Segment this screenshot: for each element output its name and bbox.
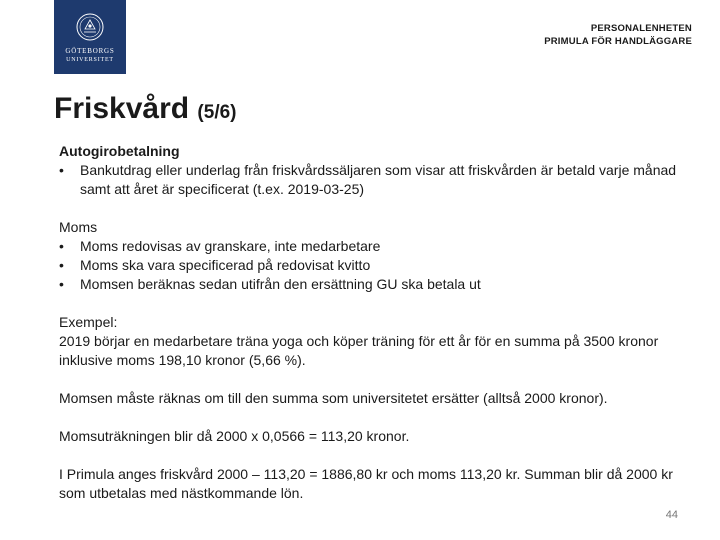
- header-org-info: [544, 22, 692, 48]
- list-item: • Momsen beräknas sedan utifrån den ersättning GU ska betala ut: [59, 275, 699, 294]
- paragraph-primula: I Primula anges friskvård 2000 – 113,20 = 1886,80 kr och moms 113,20 kr. Summan blir då 2000 kr som utbetalas med nästkommande lön.: [59, 466, 673, 501]
- autogiro-list: [59, 161, 699, 199]
- header-org: PERSONALENHETEN: [590, 23, 692, 34]
- logo-text-line1: GÖTEBORGS: [65, 47, 115, 55]
- paragraph-calculation: Momsuträkningen blir då 2000 x 0,0566 = 113,20 kronor.: [59, 428, 410, 444]
- logo-text-line2: UNIVERSITET: [66, 57, 114, 63]
- list-item: • Moms ska vara specificerad på redovisat kvitto: [59, 256, 699, 275]
- slide-title: [54, 92, 237, 126]
- list-item: • Bankutdrag eller underlag från friskvårdssäljaren som visar att friskvården är betald varje månad samt att året är specificerat (t.ex. 2019-03-25): [59, 161, 699, 199]
- slide-title-text: Friskvård: [54, 92, 190, 125]
- example-label: Exempel:: [59, 314, 118, 330]
- example-text: 2019 börjar en medarbetare träna yoga och köper träning för ett år för en summa på 3500 kronor inklusive moms 198,10 kronor (5,66 %).: [59, 333, 659, 368]
- moms-heading: Moms: [59, 219, 98, 235]
- slide-title-suffix: (5/6): [197, 102, 237, 123]
- page-number: 44: [665, 509, 678, 521]
- paragraph-recalc: Momsen måste räknas om till den summa som universitetet ersätter (alltså 2000 kronor).: [59, 390, 608, 406]
- slide-content: [59, 142, 699, 503]
- list-item: • Moms redovisas av granskare, inte medarbetare: [59, 237, 699, 256]
- university-logo: [54, 0, 126, 74]
- moms-list: [59, 237, 699, 294]
- autogiro-heading: Autogirobetalning: [59, 143, 180, 159]
- header-subtitle: PRIMULA FÖR HANDLÄGGARE: [544, 36, 692, 47]
- university-crest-icon: [76, 12, 104, 42]
